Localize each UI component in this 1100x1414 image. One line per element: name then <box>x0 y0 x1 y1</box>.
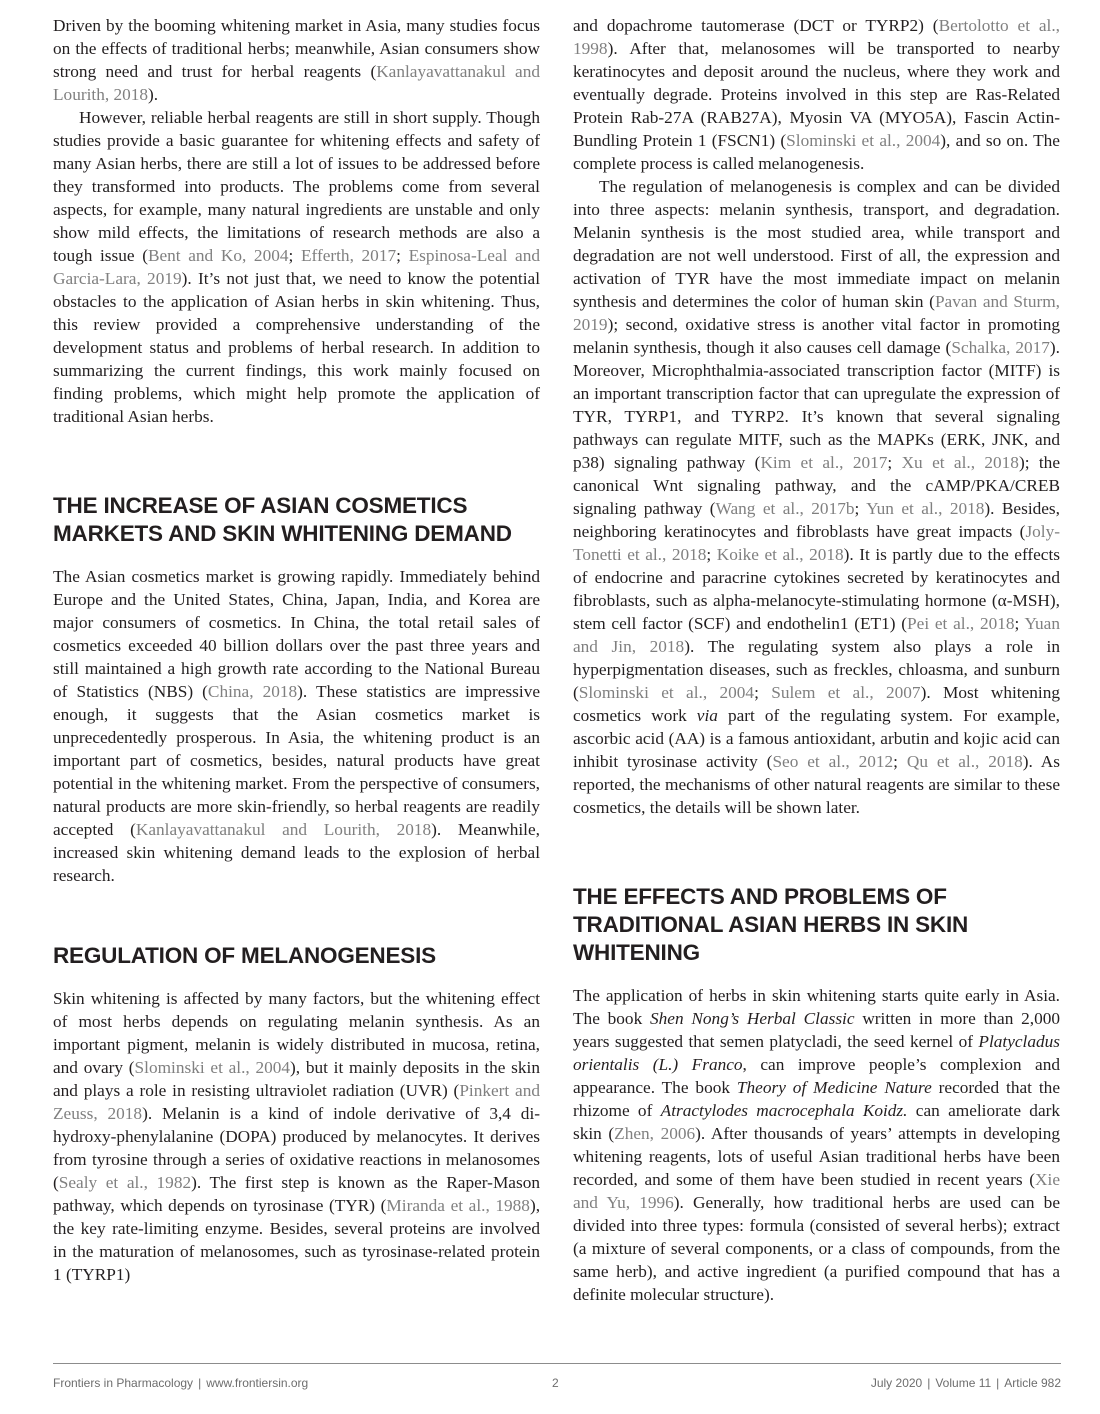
citation-link[interactable]: Slominski et al., 2004 <box>578 683 755 702</box>
italic-text: Theory of Medicine Nature <box>736 1078 932 1097</box>
citation-separator: ; <box>288 246 301 265</box>
section-paragraph-herbs <box>573 984 1060 1306</box>
paragraph-text: The regulation of melanogenesis is complex and can be divided into three aspects: melanin synthesis, transport, and degradation. Melanin synthesis is the most studied area, while transport and degradation are not well understood. First of all, the expression and activation of TYR have the most immediate impact on melanin synthesis and determines the color of human skin ( <box>573 177 1060 311</box>
section-heading-asian-herbs: THE EFFECTS AND PROBLEMS OF TRADITIONAL ASIAN HERBS IN SKIN WHITENING <box>573 884 969 965</box>
citation-link[interactable]: China, 2018 <box>207 682 298 701</box>
paragraph-text: Skin whitening is affected by many factors, but the whitening effect of most herbs depends on regulating melanin synthesis. As an important pigment, melanin is widely distributed in mucosa, retina, and ovary ( <box>53 989 540 1077</box>
right-column <box>573 14 1060 1306</box>
citation-link[interactable]: Xu et al., 2018 <box>901 453 1019 472</box>
citation-link[interactable]: Bent and Ko, 2004 <box>147 246 289 265</box>
paragraph-text: can ameliorate dark skin ( <box>573 1101 1061 1143</box>
paragraph-text: ), but it mainly deposits in the skin and plays a role in resisting ultraviolet radiation (UVR) ( <box>53 1058 540 1100</box>
volume-number: Volume 11 <box>935 1376 992 1390</box>
paragraph-text: ). It’s not just that, we need to know the potential obstacles to the application of Asian herbs in skin whitening. Thus, this review provided a comprehensive understanding of the development status and problems of herbal research. In addition to summarizing the current findings, this work mainly focused on finding problems, which might help promote the application of traditional Asian herbs. <box>53 269 541 426</box>
paragraph-text: ). Meanwhile, increased skin whitening demand leads to the explosion of herbal research. <box>53 820 540 885</box>
paragraph-text: written in more than 2,000 years suggested that semen platycladi, the seed kernel of <box>573 1009 1061 1051</box>
citation-link[interactable]: Kanlayavattanakul and Lourith, 2018 <box>135 820 432 839</box>
paragraph-text: The Asian cosmetics market is growing rapidly. Immediately behind Europe and the United States, China, Japan, India, and Korea are major consumers of cosmetics. In China, the total retail sales of cosmetics exceeded 40 billion dollars over the past three years and still maintained a high growth rate according to the National Bureau of Statistics (NBS) ( <box>53 567 540 701</box>
footer-separator: | <box>198 1376 202 1390</box>
paragraph-text: However, reliable herbal reagents are still in short supply. Though studies provide a basic guarantee for whitening effects and safety of many Asian herbs, there are still a lot of issues to be addressed before they transformed into products. The problems come from several aspects, for example, many natural ingredients are unstable and only show mild effects, the limitations of research methods are also a tough issue ( <box>53 108 540 265</box>
left-column <box>53 14 540 1286</box>
paragraph-text: , can improve people’s complexion and appearance. The book <box>573 1055 1061 1097</box>
paragraph-text: The application of herbs in skin whitening starts quite early in Asia. The book <box>573 986 1060 1028</box>
section-heading-asian-cosmetics: THE INCREASE OF ASIAN COSMETICS MARKETS AND SKIN WHITENING DEMAND <box>53 493 512 546</box>
paragraph-text: ). As reported, the mechanisms of other natural reagents are similar to these cosmetics, the details will be shown later. <box>573 752 1060 817</box>
paragraph-text: ); second, oxidative stress is another vital factor in promoting melanin synthesis, though it also causes cell damage ( <box>573 315 1060 357</box>
citation-link[interactable]: Efferth, 2017 <box>300 246 397 265</box>
intro-paragraph-2 <box>53 106 540 428</box>
citation-link[interactable]: Wang et al., 2017b <box>715 499 855 518</box>
section-paragraph-melanogenesis <box>53 987 540 1286</box>
citation-link[interactable]: Yun et al., 2018 <box>866 499 985 518</box>
footer-journal-info <box>53 1376 308 1390</box>
paragraph-text: part of the regulating system. For example, ascorbic acid (AA) is a famous antioxidant, arbutin and kojic acid can inhibit tyrosinase activity ( <box>573 706 1060 771</box>
citation-separator: ; <box>893 752 907 771</box>
citation-link[interactable]: Schalka, 2017 <box>951 338 1050 357</box>
citation-link[interactable]: Espinosa-Leal and Garcia-Lara, 2019 <box>53 246 541 288</box>
paragraph-text: ), the key rate-limiting enzyme. Besides, several proteins are involved in the maturation of melanosomes, such as tyrosinase-related protein 1 (TYRP1) <box>53 1196 541 1284</box>
paragraph-text: ). The regulating system also plays a role in hyperpigmentation diseases, such as freckles, chloasma, and sunburn ( <box>573 637 1060 702</box>
italic-text: Shen Nong’s Herbal Classic <box>650 1009 855 1028</box>
paragraph-text: ). These statistics are impressive enough, it suggests that the Asian cosmetics market is unprecedentedly prosperous. In Asia, the whitening product is an important part of cosmetics, besides, natural products have great potential in the whitening market. From the perspective of consumers, natural products are more skin-friendly, so herbal reagents are readily accepted ( <box>53 682 540 839</box>
citation-link[interactable]: Sulem et al., 2007 <box>771 683 921 702</box>
journal-name: Frontiers in Pharmacology <box>53 1376 194 1390</box>
citation-link[interactable]: Pei et al., 2018 <box>907 614 1015 633</box>
journal-website-link[interactable]: www.frontiersin.org <box>206 1376 309 1390</box>
footer-divider <box>53 1363 1061 1364</box>
citation-link[interactable]: Xie and Yu, 1996 <box>573 1170 1060 1212</box>
intro-paragraph-1 <box>53 14 540 106</box>
italic-text: Atractylodes macrocephala Koidz. <box>660 1101 908 1120</box>
citation-separator: ; <box>396 246 409 265</box>
citation-link[interactable]: Pinkert and Zeuss, 2018 <box>53 1081 540 1123</box>
paragraph-text: and dopachrome tautomerase (DCT or TYRP2) ( <box>573 16 939 35</box>
footer-separator: | <box>927 1376 931 1390</box>
section-paragraph-cosmetics <box>53 565 540 887</box>
paragraph-text: Driven by the booming whitening market in Asia, many studies focus on the effects of traditional herbs; meanwhile, Asian consumers show strong need and trust for herbal reagents ( <box>53 16 540 81</box>
citation-separator: ; <box>1014 614 1025 633</box>
citation-link[interactable]: Joly-Tonetti et al., 2018 <box>573 522 1060 564</box>
citation-link[interactable]: Miranda et al., 1988 <box>386 1196 530 1215</box>
footer-separator: | <box>996 1376 1000 1390</box>
paragraph-text: ). Most whitening cosmetics work <box>573 683 1060 725</box>
page-number: 2 <box>552 1376 559 1390</box>
footer-publication-info <box>871 1376 1061 1390</box>
citation-link[interactable]: Qu et al., 2018 <box>906 752 1023 771</box>
regulation-paragraph <box>573 175 1060 819</box>
paragraph-text: ). Moreover, Microphthalmia-associated transcription factor (MITF) is an important transcription factor that can upregulate the expression of TYR, TYRP1, and TYRP2. It’s known that several signaling pathways can regulate MITF, such as the MAPKs (ERK, JNK, and p38) signaling pathway ( <box>573 338 1060 472</box>
citation-link[interactable]: Slominski et al., 2004 <box>786 131 941 150</box>
italic-text: Platycladus orientalis (L.) Franco <box>573 1032 1060 1074</box>
paragraph-text: ). It is partly due to the effects of endocrine and paracrine cytokines secreted by keratinocytes and fibroblasts, such as alpha-melanocyte-stimulating hormone (α-MSH), stem cell factor (SCF) and endothelin1 (ET1) ( <box>573 545 1061 633</box>
paragraph-text: ). Generally, how traditional herbs are used can be divided into three types: formula (consisted of several herbs); extract (a mixture of several components, or a class of compounds, from the same herb), and active ingredient (a purified compound that has a definite molecular structure). <box>573 1193 1060 1304</box>
citation-separator: ; <box>887 453 902 472</box>
citation-link[interactable]: Kanlayavattanakul and Lourith, 2018 <box>53 62 540 104</box>
paragraph-text: ). Besides, neighboring keratinocytes and fibroblasts have great impacts ( <box>573 499 1060 541</box>
publication-date: July 2020 <box>870 1376 923 1390</box>
citation-link[interactable]: Bertolotto et al., 1998 <box>573 16 1060 58</box>
paragraph-text: ). Melanin is a kind of indole derivative of 3,4 di-hydroxy-phenylalanine (DOPA) produced by melanocytes. It derives from tyrosine through a series of oxidative reactions in melanosomes ( <box>53 1104 540 1192</box>
paragraph-text: ). The first step is known as the Raper-Mason pathway, which depends on tyrosinase (TYR) ( <box>53 1173 540 1215</box>
paragraph-text: ). <box>148 85 159 104</box>
continued-paragraph <box>573 14 1060 175</box>
citation-separator: ; <box>706 545 717 564</box>
paragraph-text: ). After that, melanosomes will be transported to nearby keratinocytes and deposit around the nucleus, where they work and eventually degrade. Proteins involved in this step are Ras-Related Protein Rab-27A (RAB27A), Myosin VA (MYO5A), Fascin Actin-Bundling Protein 1 (FSCN1) ( <box>573 39 1060 150</box>
citation-separator: ; <box>854 499 867 518</box>
citation-link[interactable]: Seo et al., 2012 <box>772 752 894 771</box>
paragraph-text: ); the canonical Wnt signaling pathway, and the cAMP/PKA/CREB signaling pathway ( <box>573 453 1060 518</box>
citation-link[interactable]: Kim et al., 2017 <box>760 453 888 472</box>
citation-link[interactable]: Pavan and Sturm, 2019 <box>573 292 1060 334</box>
citation-link[interactable]: Zhen, 2006 <box>614 1124 696 1143</box>
paragraph-text: ). After thousands of years’ attempts in developing whitening reagents, lots of useful Asian traditional herbs have been recorded, and some of them have been studied in recent years ( <box>573 1124 1061 1189</box>
italic-text: via <box>696 706 718 725</box>
paragraph-text: recorded that the rhizome of <box>573 1078 1060 1120</box>
paragraph-text: ), and so on. The complete process is called melanogenesis. <box>573 131 1060 173</box>
citation-link[interactable]: Slominski et al., 2004 <box>134 1058 291 1077</box>
citation-separator: ; <box>754 683 772 702</box>
citation-link[interactable]: Yuan and Jin, 2018 <box>573 614 1060 656</box>
citation-link[interactable]: Sealy et al., 1982 <box>58 1173 192 1192</box>
article-number: Article 982 <box>1004 1376 1061 1390</box>
section-heading-melanogenesis: REGULATION OF MELANOGENESIS <box>53 943 436 968</box>
citation-link[interactable]: Koike et al., 2018 <box>716 545 844 564</box>
